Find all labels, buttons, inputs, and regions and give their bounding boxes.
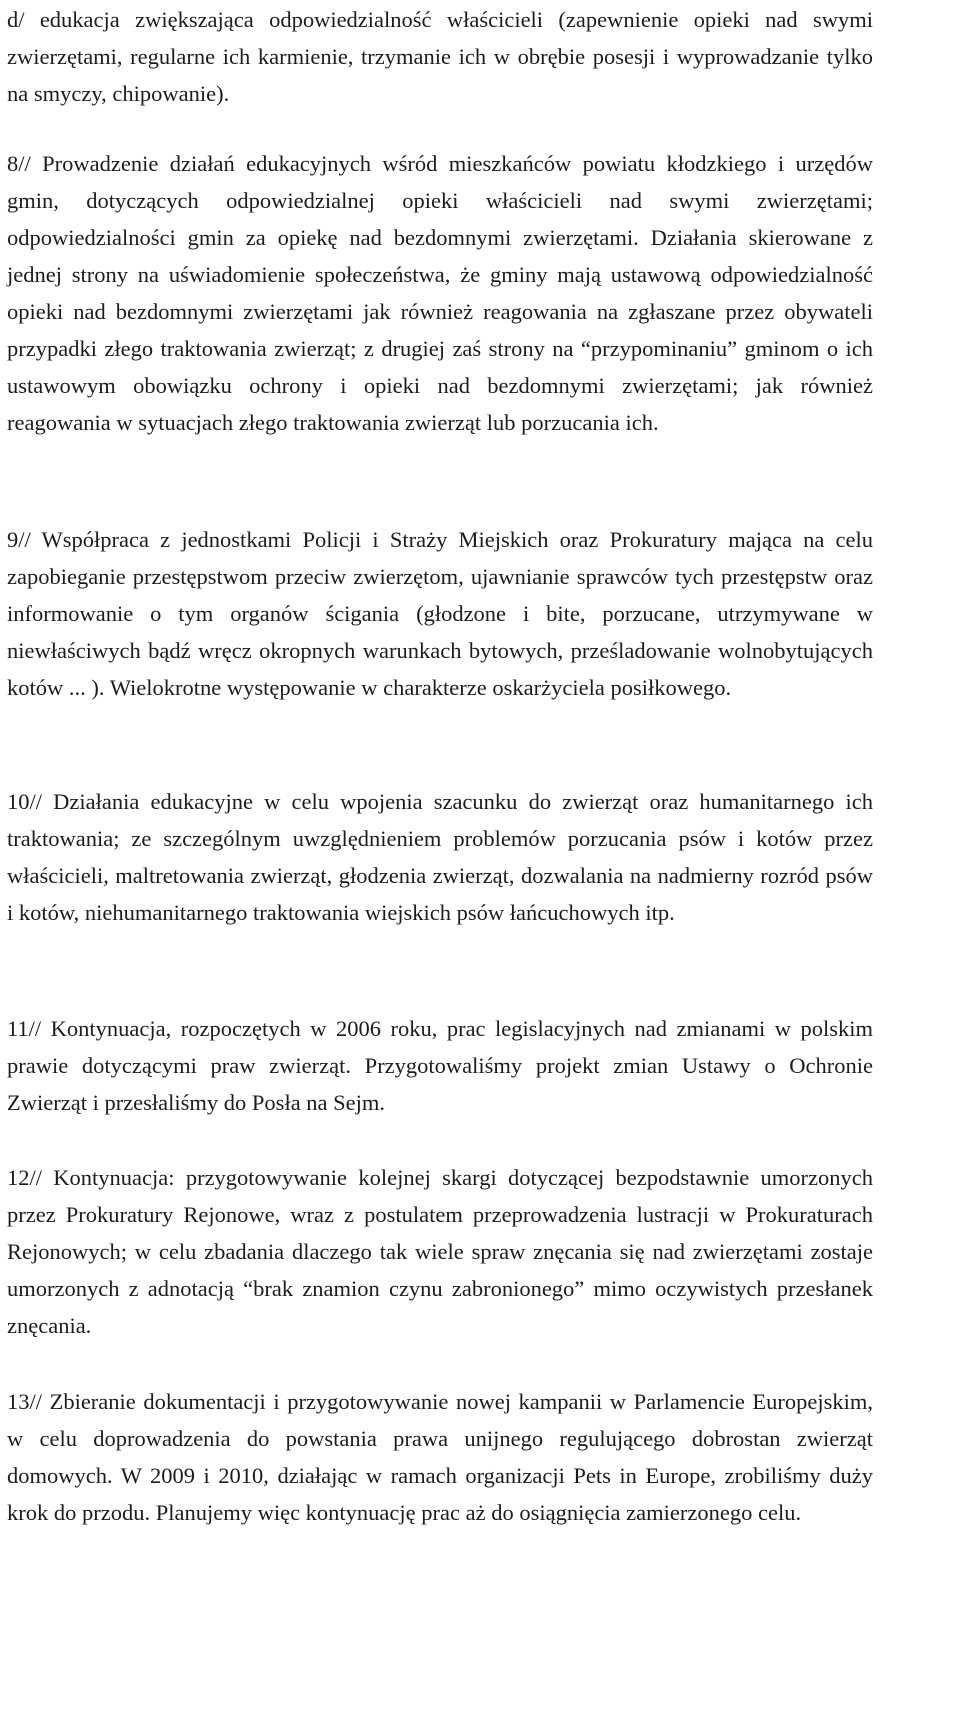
paragraph-9: 9// Współpraca z jednostkami Policji i Straży Miejskich oraz Prokuratury mająca na celu zapobieganie przestępstwom przeciw zwierzętom, ujawnianie sprawców tych przestępstw oraz informowanie o tym organów ścigania (głodzone i bite, porzucane, utrzymywane w niewłaściwych bądź wręcz okropnych warunkach bytowych, prześladowanie wolnobytujących kotów ... ). Wielokrotne występowanie w charakterze oskarżyciela posiłkowego. <box>7 527 873 700</box>
paragraph-d: d/ edukacja zwiększająca odpowiedzialność właścicieli (zapewnienie opieki nad swymi zwierzętami, regularne ich karmienie, trzymanie ich w obrębie posesji i wyprowadzanie tylko na smyczy, chipowanie). <box>7 7 873 106</box>
paragraph-13: 13// Zbieranie dokumentacji i przygotowywanie nowej kampanii w Parlamencie Europejskim, w celu doprowadzenia do powstania prawa unijnego regulującego dobrostan zwierząt domowych. W 2009 i 2010, działając w ramach organizacji Pets in Europe, zrobiliśmy duży krok do przodu. Planujemy więc kontynuację prac aż do osiągnięcia zamierzonego celu. <box>7 1389 873 1525</box>
paragraph-11: 11// Kontynuacja, rozpoczętych w 2006 roku, prac legislacyjnych nad zmianami w polskim prawie dotyczącymi praw zwierząt. Przygotowaliśmy projekt zmian Ustawy o Ochronie Zwierząt i przesłaliśmy do Posła na Sejm. <box>7 1016 873 1115</box>
paragraph-12: 12// Kontynuacja: przygotowywanie kolejnej skargi dotyczącej bezpodstawnie umorzonych przez Prokuratury Rejonowe, wraz z postulatem przeprowadzenia lustracji w Prokuraturach Rejonowych; w celu zbadania dlaczego tak wiele spraw znęcania się nad zwierzętami zostaje umorzonych z adnotacją “brak znamion czynu zabronionego” mimo oczywistych przesłanek znęcania. <box>7 1165 873 1338</box>
paragraph-8: 8// Prowadzenie działań edukacyjnych wśród mieszkańców powiatu kłodzkiego i urzędów gmin, dotyczących odpowiedzialnej opieki właścicieli nad swymi zwierzętami; odpowiedzialności gmin za opiekę nad bezdomnymi zwierzętami. Działania skierowane z jednej strony na uświadomienie społeczeństwa, że gminy mają ustawową odpowiedzialność opieki nad bezdomnymi zwierzętami jak również reagowania na zgłaszane przez obywateli przypadki złego traktowania zwierząt; z drugiej zaś strony na “przypominaniu” gminom o ich ustawowym obowiązku ochrony i opieki nad bezdomnymi zwierzętami; jak również reagowania w sytuacjach złego traktowania zwierząt lub porzucania ich. <box>7 151 873 435</box>
paragraph-10: 10// Działania edukacyjne w celu wpojenia szacunku do zwierząt oraz humanitarnego ich traktowania; ze szczególnym uwzględnieniem problemów porzucania psów i kotów przez właścicieli, maltretowania zwierząt, głodzenia zwierząt, dozwalania na nadmierny rozród psów i kotów, niehumanitarnego traktowania wiejskich psów łańcuchowych itp. <box>7 789 873 925</box>
